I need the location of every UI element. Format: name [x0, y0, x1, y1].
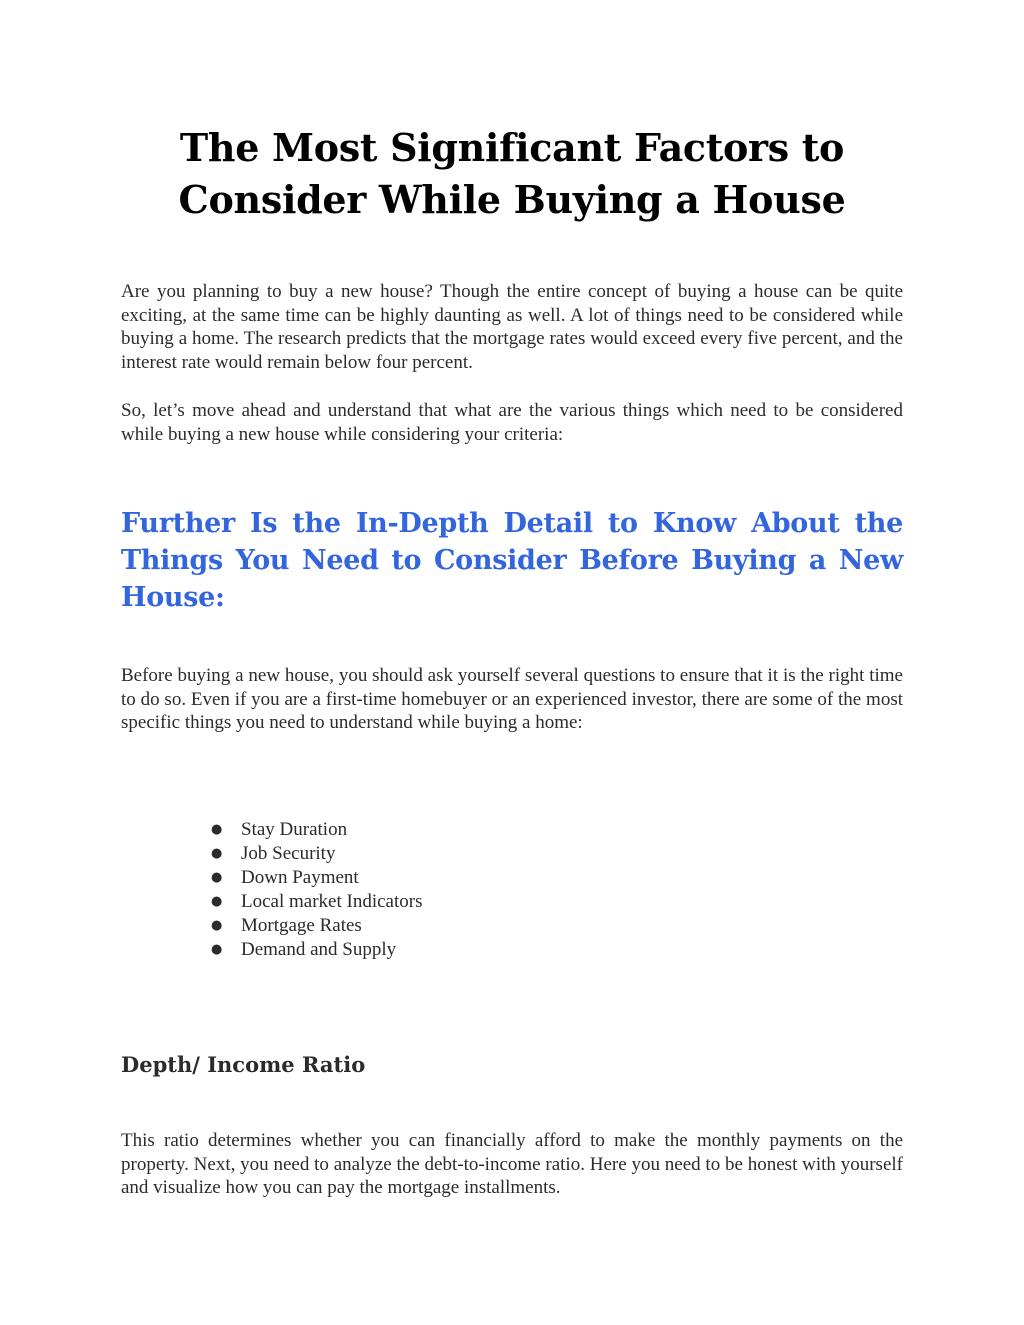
bullet-icon: ● — [211, 846, 223, 861]
list-item — [211, 842, 422, 866]
lead-in-paragraph: So, let’s move ahead and understand that what are the various things which need to be considered while buying a new house while considering your criteria: — [121, 400, 903, 445]
section-paragraph: Before buying a new house, you should ask yourself several questions to ensure that it is the right time to do so. Even if you are a first-time homebuyer or an experienced investor, there are some of the most specific things you need to understand while buying a home: — [121, 665, 903, 733]
list-item — [211, 890, 422, 914]
list-item-label: Job Security — [241, 843, 336, 864]
list-item-label: Local market Indicators — [241, 891, 423, 912]
title-line-2: Consider While Buying a House — [178, 177, 846, 222]
subheading-debt-income-ratio: Depth/ Income Ratio — [121, 1052, 366, 1077]
section-heading: Further Is the In-Depth Detail to Know About the Things You Need to Consider Before Buying a New House: — [121, 508, 903, 613]
bullet-icon: ● — [211, 894, 223, 909]
list-item — [211, 866, 422, 890]
list-item-label: Down Payment — [241, 867, 359, 888]
list-item — [211, 818, 422, 842]
list-item-label: Stay Duration — [241, 819, 348, 840]
list-item-label: Mortgage Rates — [241, 915, 362, 936]
list-item — [211, 938, 422, 962]
ratio-paragraph: This ratio determines whether you can financially afford to make the monthly payments on the property. Next, you need to analyze the debt-to-income ratio. Here you need to be honest with yourself and visualize how you can pay the mortgage installments. — [121, 1130, 903, 1198]
bullet-icon: ● — [211, 918, 223, 933]
list-item-label: Demand and Supply — [241, 939, 397, 960]
bullet-icon: ● — [211, 870, 223, 885]
title-line-1: The Most Significant Factors to — [179, 125, 845, 170]
intro-paragraph: Are you planning to buy a new house? Though the entire concept of buying a house can be quite exciting, at the same time can be highly daunting as well. A lot of things need to be considered while buying a home. The research predicts that the mortgage rates would exceed every five percent, and the interest rate would remain below four percent. — [121, 281, 903, 373]
page-title — [121, 122, 903, 226]
factors-list — [211, 818, 422, 962]
bullet-icon: ● — [211, 822, 223, 837]
list-item — [211, 914, 422, 938]
bullet-icon: ● — [211, 942, 223, 957]
